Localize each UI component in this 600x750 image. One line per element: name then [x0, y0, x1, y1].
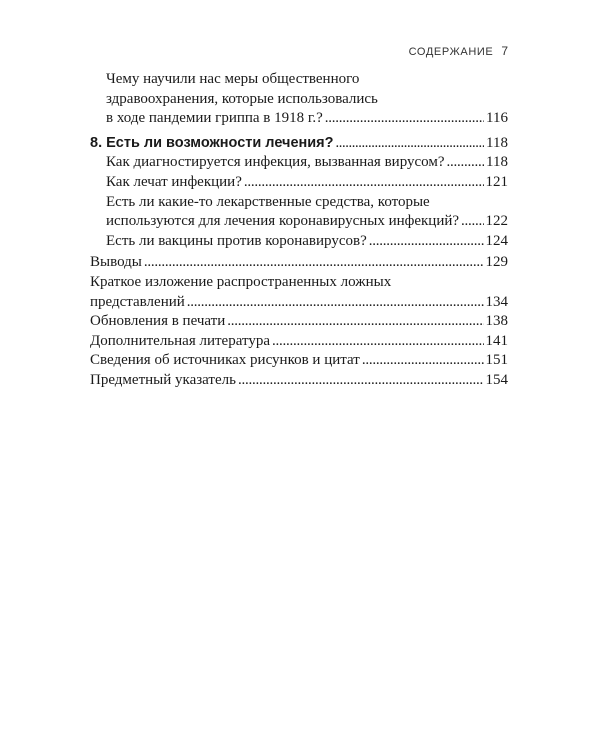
toc-entry-diagnosis[interactable] — [90, 153, 508, 173]
toc-entry-1918-flu[interactable] — [90, 70, 508, 129]
dot-leader — [144, 253, 484, 273]
dot-leader — [187, 293, 484, 313]
toc-entry-drugs[interactable] — [90, 193, 508, 232]
chapter-title: 8. Есть ли возможности лечения? — [90, 134, 334, 151]
toc-entry-title: в ходе пандемии гриппа в 1918 г.? — [106, 110, 323, 127]
toc-page-number: 129 — [485, 254, 508, 271]
toc-entry-title: Есть ли вакцины против коронавирусов? — [106, 232, 367, 249]
dot-leader — [272, 332, 484, 352]
toc-chapter-8[interactable] — [90, 134, 508, 154]
dot-leader — [227, 312, 483, 332]
toc-entry-title: Дополнительная литература — [90, 332, 270, 349]
toc-entry-vaccines[interactable] — [90, 232, 508, 252]
toc-page-number: 122 — [485, 213, 508, 230]
toc-entry-title: используются для лечения коронавирусных инфекций? — [106, 213, 460, 230]
toc-entry-line: Чему научили нас меры общественного — [106, 71, 360, 87]
toc-entry-title: Выводы — [90, 254, 142, 271]
toc-entry-sources[interactable] — [90, 351, 508, 371]
toc-entry-misconceptions[interactable] — [90, 273, 508, 312]
toc-entry-title: Как диагностируется инфекция, вызванная вирусом? — [106, 154, 445, 171]
toc-entry-title: представлений — [90, 293, 185, 310]
toc-page-number: 154 — [485, 371, 508, 388]
dot-leader — [362, 351, 484, 371]
dot-leader — [325, 109, 484, 129]
toc-page-number: 118 — [486, 134, 508, 151]
dot-leader — [336, 134, 485, 154]
toc-page-number: 124 — [485, 232, 508, 249]
toc-page-number: 141 — [485, 332, 508, 349]
toc-page-number: 116 — [486, 110, 508, 127]
toc-page-number: 121 — [485, 173, 508, 190]
toc-entry-line: здравоохранения, которые использовались — [106, 90, 378, 107]
toc-entry-title: Обновления в печати — [90, 313, 226, 330]
table-of-contents — [90, 70, 508, 391]
toc-entry-updates[interactable] — [90, 312, 508, 332]
toc-entry-title: Сведения об источниках рисунков и цитат — [90, 352, 360, 369]
page-number: 7 — [501, 44, 508, 58]
section-title: СОДЕРЖАНИЕ — [408, 46, 494, 58]
toc-entry-title: Как лечат инфекции? — [106, 173, 242, 190]
toc-page-number: 118 — [486, 154, 508, 171]
toc-entry-literature[interactable] — [90, 332, 508, 352]
dot-leader — [447, 153, 485, 173]
toc-entry-line: Краткое изложение распространенных ложных — [90, 273, 392, 290]
dot-leader — [244, 173, 484, 193]
toc-entry-title: Предметный указатель — [90, 371, 236, 388]
toc-entry-treatment[interactable] — [90, 173, 508, 193]
toc-entry-conclusions[interactable] — [90, 253, 508, 273]
dot-leader — [369, 232, 484, 252]
toc-entry-line: Есть ли какие-то лекарственные средства, которые — [106, 193, 430, 210]
dot-leader — [461, 212, 483, 232]
dot-leader — [238, 371, 484, 391]
toc-page-number: 134 — [485, 293, 508, 310]
toc-page-number: 138 — [485, 313, 508, 330]
running-head — [409, 44, 508, 58]
toc-entry-index[interactable] — [90, 371, 508, 391]
toc-page-number: 151 — [485, 352, 508, 369]
